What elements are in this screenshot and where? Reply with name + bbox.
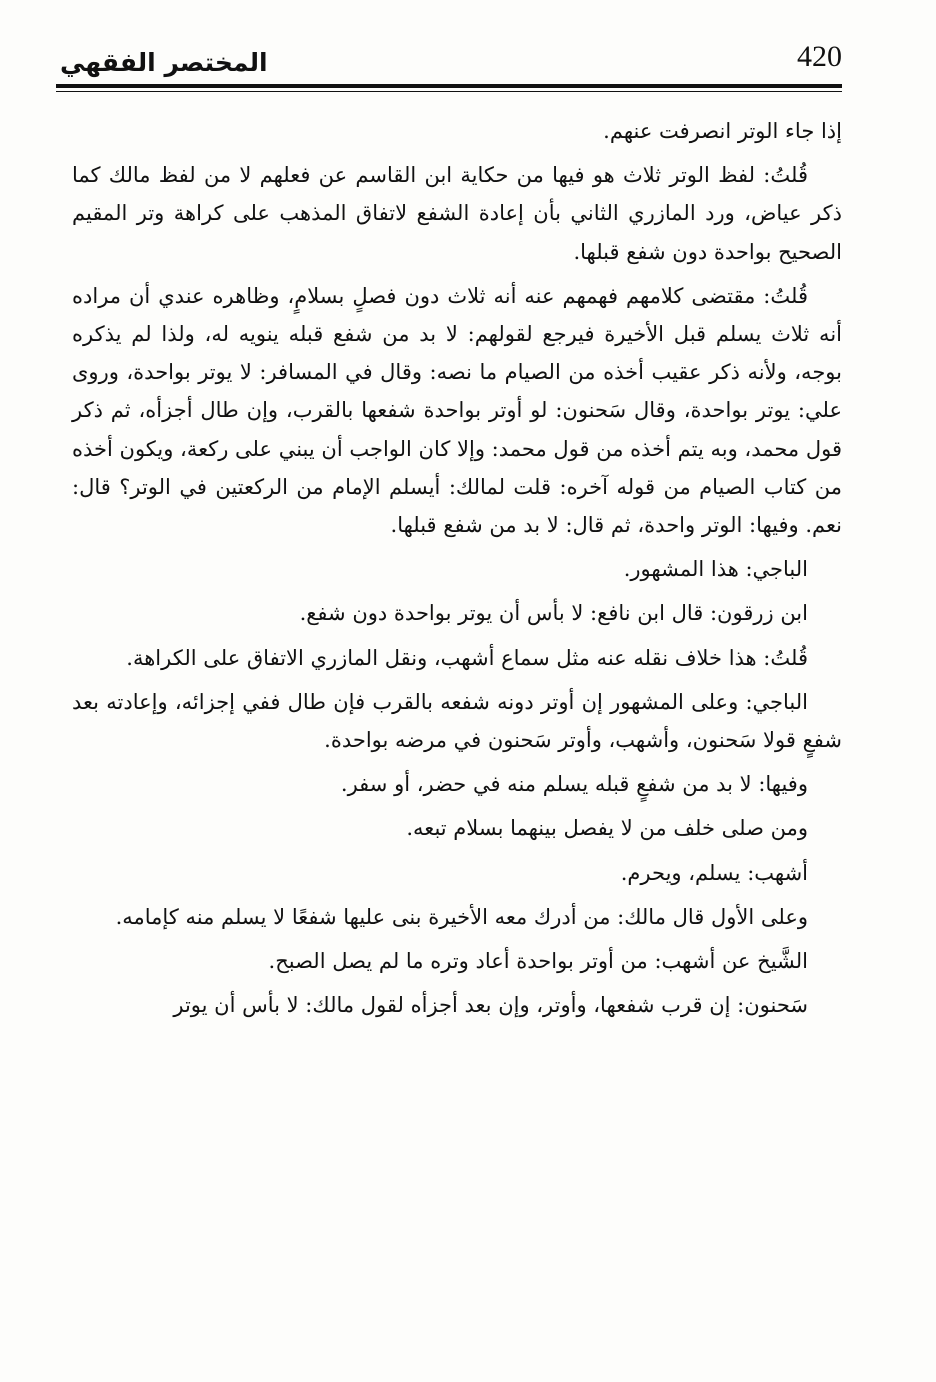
paragraph: وعلى الأول قال مالك: من أدرك معه الأخيرة بنى عليها شفعًا لا يسلم منه كإمامه. xyxy=(115,904,808,929)
paragraph: قُلتُ: هذا خلاف نقله عنه مثل سماع أشهب، ونقل المازري الاتفاق على الكراهة. xyxy=(126,645,808,670)
paragraph: الشَّيخ عن أشهب: من أوتر بواحدة أعاد وتره ما لم يصل الصبح. xyxy=(268,949,808,974)
paragraph: ابن زرقون: قال ابن نافع: لا بأس أن يوتر بواحدة دون شفع. xyxy=(299,601,808,626)
body-text xyxy=(72,112,842,1024)
paragraph: إذا جاء الوتر انصرفت عنهم. xyxy=(603,119,842,143)
page-header xyxy=(56,36,842,94)
page-number: 420 xyxy=(797,40,842,73)
paragraph: قُلتُ: مقتضى كلامهم فهمهم عنه أنه ثلاث دون فصلٍ بسلامٍ، وظاهره عندي أن مراده أنه ثلاث يسلم قبل الأخيرة فيرجع لقولهم: لا بد من شفع قبله ينويه له، ولذا لم يذكره بوجه، ولأنه ذكر عقيب أخذه من الصيام ما نصه: وقال في المسافر: لا يوتر بواحدة، وروى علي: يوتر بواحدة، وقال سَحنون: لو أوتر بواحدة شفعها بالقرب، وإن طال أجزأه، ثم ذكر قول محمد، وبه يتم أخذه من قول محمد: وإلا كان الواجب أن يبني على ركعة، ويكون أخذه من كتاب الصيام من قوله آخره: قلت لمالك: أيسلم الإمام من الركعتين في الوتر؟ قال: نعم. وفيها: الوتر واحدة، ثم قال: لا بد من شفع قبلها. xyxy=(72,283,842,538)
paragraph: الباجي: وعلى المشهور إن أوتر دونه شفعه بالقرب فإن طال ففي إجزائه، وإعادته بعد شفعٍ قولا سَحنون، وأشهب، وأوتر سَحنون في مرضه بواحدة. xyxy=(72,689,842,753)
paragraph: الباجي: هذا المشهور. xyxy=(623,557,808,582)
paragraph: سَحنون: إن قرب شفعها، وأوتر، وإن بعد أجزأه لقول مالك: لا بأس أن يوتر xyxy=(173,993,808,1018)
paragraph: أشهب: يسلم، ويحرم. xyxy=(620,860,808,885)
running-title: المختصر الفقهي xyxy=(60,48,268,77)
header-rule-thin xyxy=(56,91,842,92)
paragraph: وفيها: لا بد من شفعٍ قبله يسلم منه في حضر، أو سفر. xyxy=(340,772,808,797)
header-rule xyxy=(56,84,842,88)
paragraph: ومن صلى خلف من لا يفصل بينهما بسلام تبعه. xyxy=(406,816,808,841)
paragraph: قُلتُ: لفظ الوتر ثلاث هو فيها من حكاية ابن القاسم عن فعلهم لا من لفظ مالك كما ذكر عياض، ورد المازري الثاني بأن إعادة الشفع لاتفاق المذهب على كراهة وتر المقيم الصحيح بواحدة دون شفع قبلها. xyxy=(72,163,842,264)
